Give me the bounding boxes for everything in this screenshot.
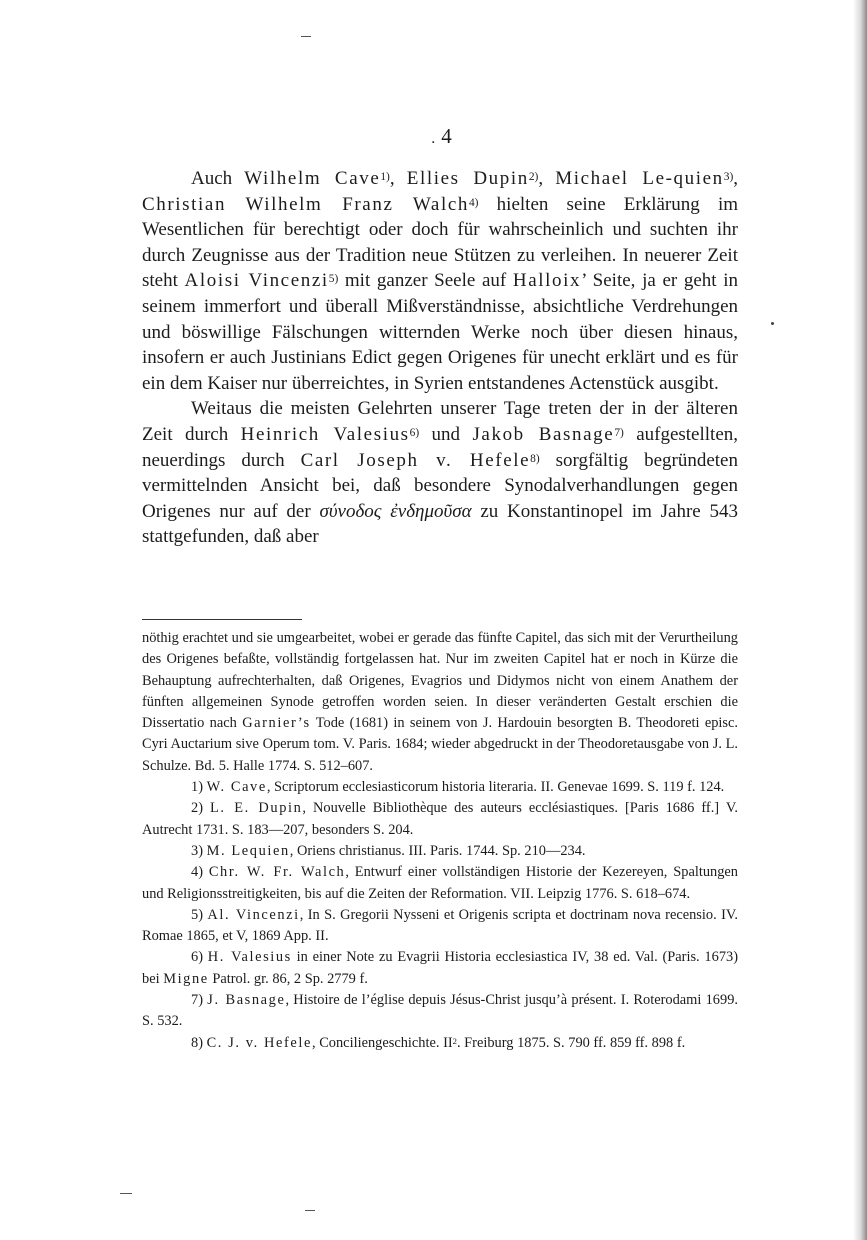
footnote-7 — [142, 990, 738, 1033]
footnote-ref: 1) — [380, 171, 390, 184]
text: , Conciliengeschichte. II — [312, 1034, 453, 1051]
text: Patrol. gr. 86, 2 Sp. 2779 f. — [208, 970, 368, 987]
author-name: Ellies Dupin — [406, 168, 529, 189]
footnote-6 — [142, 947, 738, 990]
author-name: Halloix — [512, 270, 582, 292]
footnote-5 — [142, 905, 738, 948]
text: , — [538, 168, 556, 189]
author-name: C. J. v. Hefele — [206, 1034, 312, 1051]
text: Tode (1681) in seinem von J. Hardouin besorgten B. Theodoreti episc. Cyri Auctarium sive Operum tom. V. Paris. 1684; wieder abgedruckt in der Theodoretausgabe von J. L. Schulze. Bd. 5. Halle 1774. S. 512–607. — [142, 715, 738, 774]
footnote-2 — [142, 798, 738, 841]
footnote-number: 3) — [191, 842, 203, 859]
text: sorgfältig begründeten vermittelnden Ansicht bei, daß besondere Synodalverhandlungen gegen Origenes nur auf der — [142, 449, 738, 522]
stray-dot: . — [431, 130, 436, 147]
author-name: Aloisi Vincenzi — [184, 270, 329, 292]
footnote-number: 5) — [191, 906, 203, 923]
footnote-ref: 5) — [328, 273, 339, 286]
author-name: Michael Le-quien — [555, 168, 724, 189]
author-name: Christian Wilhelm Franz Walch — [142, 193, 469, 215]
scan-mark — [305, 1210, 315, 1211]
text: Auch — [191, 168, 245, 189]
scan-mark — [301, 36, 311, 37]
text: , — [733, 168, 738, 189]
main-text — [142, 166, 738, 550]
footnote-number: 6) — [191, 949, 203, 966]
footnote-number: 7) — [191, 992, 203, 1009]
scan-speck — [771, 322, 774, 325]
author-name: Migne — [163, 970, 209, 987]
author-name: Heinrich Valesius — [240, 423, 410, 445]
author-name: L. E. Dupin — [210, 800, 303, 817]
text: mit ganzer Seele auf — [338, 270, 513, 292]
footnote-ref: 6) — [409, 426, 420, 439]
author-name: W. Cave — [206, 779, 267, 796]
footnotes — [142, 628, 738, 1054]
author-name: Wilhelm Cave — [244, 168, 381, 189]
page-number — [0, 124, 867, 149]
footnote-4 — [142, 862, 738, 905]
paragraph-1 — [142, 166, 738, 396]
text: , Oriens christianus. III. Paris. 1744. Sp. 210—234. — [289, 842, 586, 859]
footnote-number: 2) — [191, 800, 203, 817]
greek-phrase: σύνοδος ἐνδημοῦσα — [319, 500, 472, 522]
text: aufgestellten, neuerdings durch — [142, 423, 739, 471]
text: und — [419, 423, 473, 445]
author-name: Al. Vincenzi — [207, 906, 300, 923]
text: , Entwurf einer vollständigen Historie der Kezereyen, Spaltungen und Religionsstreitigkeiten, bis auf die Zeiten der Reformation. VII. Leipzig 1776. S. 618–674. — [142, 864, 738, 902]
footnote-ref: 8) — [530, 452, 540, 465]
author-name: M. Lequien — [206, 842, 290, 859]
footnote-number: 4) — [191, 864, 203, 881]
footnote-ref: 3) — [723, 171, 734, 184]
author-name: Chr. W. Fr. Walch — [208, 864, 346, 881]
text: hielten seine Erklärung im Wesentlichen für berechtigt oder doch für wahrscheinlich und suchten ihr durch Zeugnisse aus der Tradition neue Stützen zu verleihen. In neuerer Zeit steht — [142, 193, 738, 292]
footnote-ref: 4) — [468, 196, 479, 209]
footnote-1 — [142, 777, 738, 798]
footnote-separator — [142, 619, 302, 620]
text: , Scriptorum ecclesiasticorum historia literaria. II. Genevae 1699. S. 119 f. 124. — [266, 779, 725, 796]
footnote-ref: 7) — [614, 426, 624, 439]
text: , — [389, 168, 407, 189]
text: , Histoire de l’église depuis Jésus-Christ jusqu’à présent. I. Roterodami 1699. S. 532. — [142, 992, 738, 1030]
text: , Nouvelle Bibliothèque des auteurs ecclésiastiques. [Paris 1686 ff.] V. Autrecht 1731. S. 183—207, besonders S. 204. — [142, 800, 738, 838]
author-name: J. Basnage — [207, 992, 286, 1009]
footnote-ref: 2) — [528, 171, 539, 184]
scan-mark — [120, 1193, 132, 1194]
footnote-8 — [142, 1033, 738, 1054]
author-name: Jakob Basnage — [472, 423, 615, 445]
footnote-number: 8) — [191, 1034, 203, 1051]
paragraph-2 — [142, 396, 738, 550]
footnote-3 — [142, 841, 738, 862]
text: nöthig erachtet und sie umgearbeitet, wobei er gerade das fünfte Capitel, das sich mit der Verurtheilung des Origenes befaßte, vollständig fortgelassen hat. Nur im zweiten Capitel hat er noch in Kürze die Behauptung aufrechterhalten, daß Origenes, Evagrios und Didymos nicht von einem Anathem der fünften allgemeinen Synode getroffen worden seien. In dieser veränderten Gestalt erschien die Dissertatio nach — [142, 630, 738, 732]
footnote-continuation — [142, 628, 738, 777]
author-name: Carl Joseph v. Hefele — [300, 449, 531, 471]
footnote-number: 1) — [191, 779, 203, 796]
text: ’ Seite, ja er geht in seinem immerfort und überall Mißverständnisse, absichtliche Verdrehungen und böswillige Fälschungen witternden Werke noch über diesen hinaus, insofern er auch Justinians Edict gegen Origenes für unecht erklärt und es für ein dem Kaiser nur überreichtes, in Syrien entstandenes Actenstück ausgibt. — [142, 270, 739, 394]
text: Weitaus die meisten Gelehrten unserer Tage treten der in der älteren Zeit durch — [142, 398, 738, 445]
author-name: H. Valesius — [207, 949, 292, 966]
scan-edge-shadow — [853, 0, 867, 1240]
page-number-value: 4 — [441, 124, 452, 148]
text: zu Konstantinopel im Jahre 543 stattgefunden, daß aber — [142, 500, 738, 548]
text: in einer Note zu Evagrii Historia ecclesiastica IV, 38 ed. Val. (Paris. 1673) bei — [142, 949, 739, 987]
author-name: Garnier’s — [242, 715, 311, 732]
text: . Freiburg 1875. S. 790 ff. 859 ff. 898 f. — [456, 1034, 686, 1051]
text: , In S. Gregorii Nysseni et Origenis scripta et doctrinam nova recensio. IV. Romae 1865, et V, 1869 App. II. — [142, 906, 738, 945]
edition-superscript: 2 — [452, 1035, 457, 1046]
